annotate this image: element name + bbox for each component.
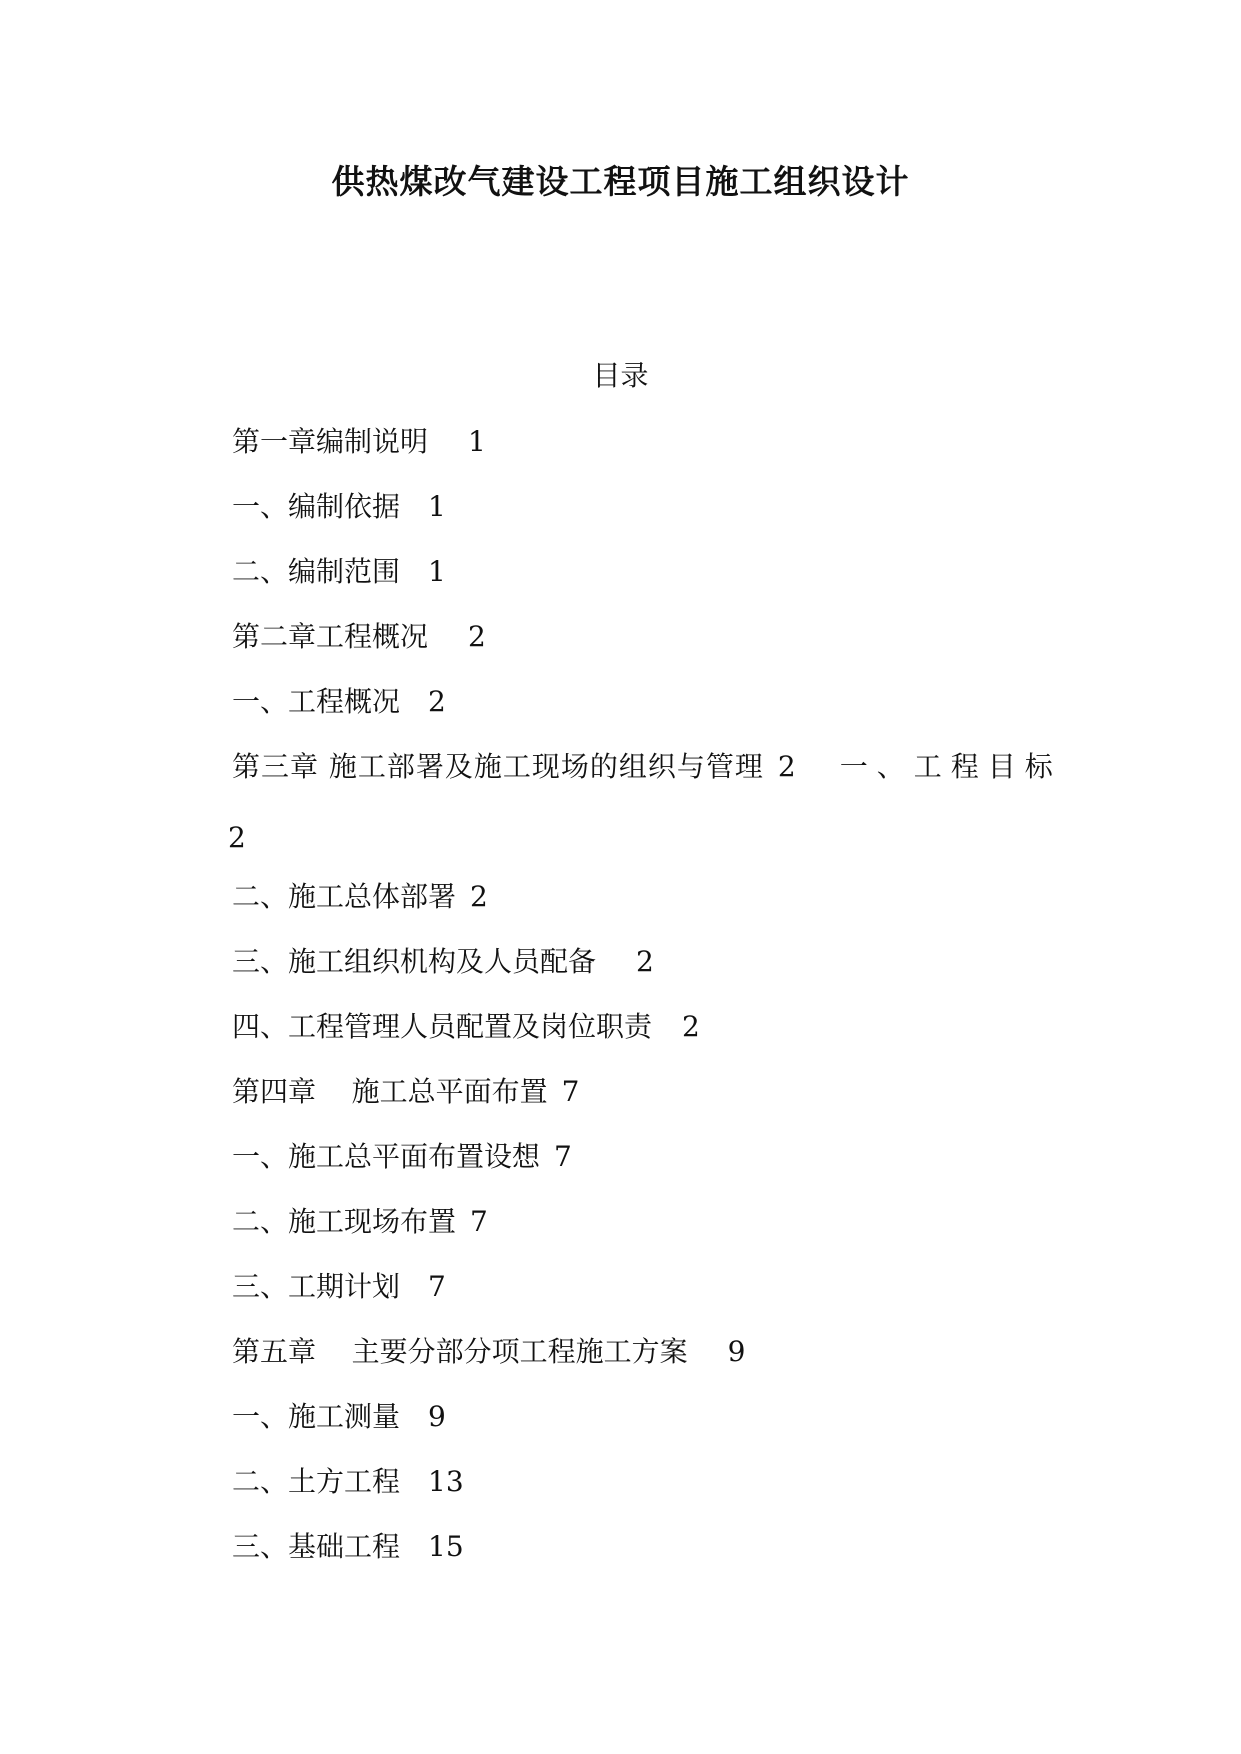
toc-entry-page: 9 bbox=[428, 1400, 446, 1433]
toc-entry-text: 第三章 施工部署及施工现场的组织与管理 bbox=[232, 750, 764, 783]
toc-heading: 目录 bbox=[592, 359, 649, 392]
toc-entry-page: 7 bbox=[428, 1270, 446, 1303]
toc-entry-text: 二、施工总体部署 bbox=[232, 880, 457, 913]
toc-entry bbox=[232, 1462, 1062, 1527]
toc-entry-text: 三、施工组织机构及人员配备 bbox=[232, 945, 597, 978]
toc-entry bbox=[232, 942, 1062, 1007]
toc-entry-page: 1 bbox=[428, 490, 446, 523]
toc-entry bbox=[232, 877, 1062, 942]
toc-entry bbox=[232, 1267, 1062, 1332]
toc-entry-text: 三、工期计划 bbox=[232, 1270, 401, 1303]
toc-entry bbox=[232, 422, 1062, 487]
toc-entry-page: 2 bbox=[468, 620, 486, 653]
toc-entry-text: 二、施工现场布置 bbox=[232, 1205, 457, 1238]
toc-entry bbox=[232, 747, 1062, 812]
toc-wrapped-page-number: 2 bbox=[228, 821, 246, 854]
toc-entry bbox=[232, 1137, 1062, 1202]
toc-entry-page: 15 bbox=[428, 1530, 464, 1563]
toc-entry bbox=[232, 1397, 1062, 1462]
toc-entry-page: 2 bbox=[470, 880, 488, 913]
toc-entry-text: 第一章编制说明 bbox=[232, 425, 429, 458]
toc-entry-text: 二、编制范围 bbox=[232, 555, 401, 588]
table-of-contents bbox=[232, 422, 1062, 1592]
toc-entry bbox=[232, 1072, 1062, 1137]
document-title: 供热煤改气建设工程项目施工组织设计 bbox=[331, 162, 910, 201]
toc-entry-text: 一、工程目标 bbox=[839, 750, 1062, 783]
toc-entry-page: 2 bbox=[636, 945, 654, 978]
toc-entry-page: 9 bbox=[727, 1335, 746, 1368]
toc-entry bbox=[232, 1007, 1062, 1072]
toc-entry-page: 7 bbox=[470, 1205, 488, 1238]
toc-entry-page: 1 bbox=[428, 555, 446, 588]
toc-entry-page: 2 bbox=[777, 750, 796, 783]
toc-entry-text: 第二章工程概况 bbox=[232, 620, 429, 653]
toc-entry bbox=[232, 617, 1062, 682]
toc-entry-page: 7 bbox=[561, 1075, 580, 1108]
toc-entry-text: 四、工程管理人员配置及岗位职责 bbox=[232, 1010, 653, 1043]
toc-entry bbox=[232, 1332, 1062, 1397]
toc-entry-page: 13 bbox=[428, 1465, 464, 1498]
toc-entry-text: 第四章 施工总平面布置 bbox=[232, 1075, 548, 1108]
toc-entry-text: 第五章 主要分部分项工程施工方案 bbox=[232, 1335, 688, 1368]
toc-entry-text: 一、编制依据 bbox=[232, 490, 401, 523]
toc-entry-page: 7 bbox=[554, 1140, 572, 1173]
toc-entry-text: 一、施工测量 bbox=[232, 1400, 401, 1433]
toc-entry-text: 一、施工总平面布置设想 bbox=[232, 1140, 541, 1173]
toc-entry bbox=[232, 552, 1062, 617]
toc-entry bbox=[232, 1527, 1062, 1592]
toc-entry bbox=[232, 682, 1062, 747]
toc-entry-text: 一、工程概况 bbox=[232, 685, 401, 718]
toc-entry-page: 2 bbox=[682, 1010, 700, 1043]
toc-entry-text: 二、土方工程 bbox=[232, 1465, 401, 1498]
toc-entry bbox=[232, 1202, 1062, 1267]
toc-entry-spacer bbox=[232, 812, 1062, 877]
toc-entry-text: 三、基础工程 bbox=[232, 1530, 401, 1563]
toc-entry-page: 2 bbox=[428, 685, 446, 718]
toc-entry bbox=[232, 487, 1062, 552]
toc-entry-page: 1 bbox=[468, 425, 486, 458]
